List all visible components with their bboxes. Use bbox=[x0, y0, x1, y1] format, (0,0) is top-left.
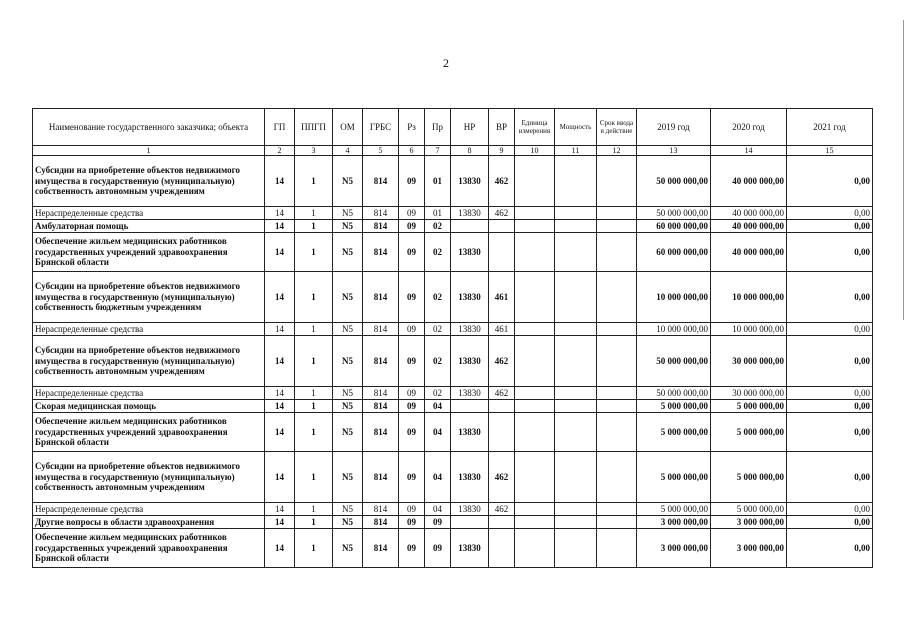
code-cell: 02 bbox=[425, 272, 451, 323]
column-number-cell: 11 bbox=[555, 146, 597, 156]
amount-cell: 0,00 bbox=[787, 516, 873, 529]
table-header-row bbox=[33, 109, 873, 146]
amount-cell: 40 000 000,00 bbox=[711, 207, 787, 220]
code-cell: 462 bbox=[489, 503, 515, 516]
code-cell: 814 bbox=[363, 156, 399, 207]
code-cell: 13830 bbox=[451, 207, 489, 220]
code-cell bbox=[597, 207, 637, 220]
object-name-cell: Обеспечение жильем медицинских работников государственных учреждений здравоохранения Брянской области bbox=[33, 413, 265, 452]
code-cell: 14 bbox=[265, 156, 295, 207]
table-row bbox=[33, 156, 873, 207]
code-cell: 1 bbox=[295, 387, 333, 400]
header-cell: Наименование государственного заказчика; объекта bbox=[33, 109, 265, 146]
table-row bbox=[33, 516, 873, 529]
code-cell: 1 bbox=[295, 233, 333, 272]
code-cell: 04 bbox=[425, 400, 451, 413]
code-cell bbox=[515, 233, 555, 272]
code-cell bbox=[515, 516, 555, 529]
code-cell: N5 bbox=[333, 413, 363, 452]
table-row bbox=[33, 233, 873, 272]
code-cell: 1 bbox=[295, 400, 333, 413]
header-cell: ГП bbox=[265, 109, 295, 146]
code-cell: 14 bbox=[265, 323, 295, 336]
code-cell: 13830 bbox=[451, 529, 489, 568]
code-cell: 1 bbox=[295, 529, 333, 568]
code-cell: 01 bbox=[425, 156, 451, 207]
code-cell: 09 bbox=[399, 156, 425, 207]
code-cell: N5 bbox=[333, 452, 363, 503]
code-cell: 02 bbox=[425, 387, 451, 400]
code-cell: 02 bbox=[425, 336, 451, 387]
code-cell bbox=[515, 220, 555, 233]
amount-cell: 5 000 000,00 bbox=[637, 400, 711, 413]
code-cell bbox=[597, 220, 637, 233]
code-cell bbox=[597, 233, 637, 272]
table-body bbox=[33, 156, 873, 568]
code-cell bbox=[555, 516, 597, 529]
amount-cell: 5 000 000,00 bbox=[637, 503, 711, 516]
code-cell: 814 bbox=[363, 387, 399, 400]
column-number-cell: 13 bbox=[637, 146, 711, 156]
code-cell: 09 bbox=[399, 516, 425, 529]
code-cell: 1 bbox=[295, 272, 333, 323]
code-cell bbox=[555, 503, 597, 516]
code-cell: 04 bbox=[425, 452, 451, 503]
code-cell: 814 bbox=[363, 452, 399, 503]
code-cell bbox=[597, 323, 637, 336]
code-cell bbox=[597, 516, 637, 529]
code-cell bbox=[555, 220, 597, 233]
code-cell bbox=[515, 336, 555, 387]
code-cell: 1 bbox=[295, 452, 333, 503]
code-cell: 814 bbox=[363, 207, 399, 220]
amount-cell: 10 000 000,00 bbox=[637, 272, 711, 323]
code-cell: 1 bbox=[295, 220, 333, 233]
code-cell bbox=[597, 272, 637, 323]
amount-cell: 30 000 000,00 bbox=[711, 336, 787, 387]
code-cell: 14 bbox=[265, 220, 295, 233]
code-cell bbox=[555, 387, 597, 400]
amount-cell: 5 000 000,00 bbox=[711, 413, 787, 452]
column-number-cell: 2 bbox=[265, 146, 295, 156]
code-cell: 814 bbox=[363, 272, 399, 323]
object-name-cell: Субсидии на приобретение объектов недвижимого имущества в государственную (муниципальную) собственность автономным учреждениям bbox=[33, 452, 265, 503]
code-cell: 814 bbox=[363, 516, 399, 529]
code-cell: 04 bbox=[425, 413, 451, 452]
amount-cell: 0,00 bbox=[787, 387, 873, 400]
column-number-cell: 12 bbox=[597, 146, 637, 156]
column-number-cell: 15 bbox=[787, 146, 873, 156]
amount-cell: 0,00 bbox=[787, 413, 873, 452]
column-number-row bbox=[33, 146, 873, 156]
table-row bbox=[33, 220, 873, 233]
code-cell: 814 bbox=[363, 233, 399, 272]
code-cell: 09 bbox=[399, 413, 425, 452]
code-cell: 814 bbox=[363, 413, 399, 452]
amount-cell: 50 000 000,00 bbox=[637, 336, 711, 387]
code-cell: N5 bbox=[333, 272, 363, 323]
header-cell: Мощность bbox=[555, 109, 597, 146]
column-number-cell: 6 bbox=[399, 146, 425, 156]
code-cell bbox=[451, 400, 489, 413]
header-cell: Единица измерения bbox=[515, 109, 555, 146]
code-cell: N5 bbox=[333, 503, 363, 516]
code-cell: 1 bbox=[295, 323, 333, 336]
object-name-cell: Субсидии на приобретение объектов недвижимого имущества в государственную (муниципальную) собственность бюджетным учреждениям bbox=[33, 272, 265, 323]
header-cell: 2021 год bbox=[787, 109, 873, 146]
code-cell: 1 bbox=[295, 503, 333, 516]
header-cell: ГРБС bbox=[363, 109, 399, 146]
code-cell: 461 bbox=[489, 323, 515, 336]
code-cell: 09 bbox=[425, 516, 451, 529]
amount-cell: 40 000 000,00 bbox=[711, 233, 787, 272]
amount-cell: 0,00 bbox=[787, 156, 873, 207]
code-cell: 13830 bbox=[451, 387, 489, 400]
code-cell: 04 bbox=[425, 503, 451, 516]
column-number-cell: 3 bbox=[295, 146, 333, 156]
table-row bbox=[33, 413, 873, 452]
code-cell: 13830 bbox=[451, 503, 489, 516]
amount-cell: 3 000 000,00 bbox=[711, 516, 787, 529]
code-cell: 462 bbox=[489, 207, 515, 220]
amount-cell: 5 000 000,00 bbox=[711, 503, 787, 516]
code-cell: 13830 bbox=[451, 323, 489, 336]
table-row bbox=[33, 272, 873, 323]
code-cell bbox=[515, 207, 555, 220]
code-cell bbox=[555, 233, 597, 272]
code-cell bbox=[555, 452, 597, 503]
code-cell bbox=[489, 233, 515, 272]
code-cell bbox=[515, 272, 555, 323]
table-row bbox=[33, 400, 873, 413]
code-cell bbox=[451, 516, 489, 529]
table-row bbox=[33, 336, 873, 387]
amount-cell: 60 000 000,00 bbox=[637, 220, 711, 233]
amount-cell: 3 000 000,00 bbox=[637, 529, 711, 568]
code-cell bbox=[555, 207, 597, 220]
amount-cell: 30 000 000,00 bbox=[711, 387, 787, 400]
code-cell: 13830 bbox=[451, 156, 489, 207]
code-cell bbox=[597, 529, 637, 568]
object-name-cell: Нераспределенные средства bbox=[33, 323, 265, 336]
code-cell bbox=[597, 503, 637, 516]
amount-cell: 0,00 bbox=[787, 220, 873, 233]
code-cell: 14 bbox=[265, 207, 295, 220]
code-cell: 09 bbox=[399, 220, 425, 233]
code-cell: 09 bbox=[399, 452, 425, 503]
code-cell: 09 bbox=[399, 207, 425, 220]
amount-cell: 10 000 000,00 bbox=[711, 272, 787, 323]
code-cell: 462 bbox=[489, 336, 515, 387]
object-name-cell: Нераспределенные средства bbox=[33, 207, 265, 220]
code-cell bbox=[515, 529, 555, 568]
page-number: 2 bbox=[443, 56, 449, 70]
column-number-cell: 1 bbox=[33, 146, 265, 156]
code-cell: 13830 bbox=[451, 336, 489, 387]
code-cell: 14 bbox=[265, 529, 295, 568]
header-cell: ВР bbox=[489, 109, 515, 146]
table-row bbox=[33, 207, 873, 220]
budget-table bbox=[32, 108, 873, 568]
amount-cell: 0,00 bbox=[787, 400, 873, 413]
object-name-cell: Амбулаторная помощь bbox=[33, 220, 265, 233]
code-cell: 814 bbox=[363, 323, 399, 336]
object-name-cell: Обеспечение жильем медицинских работников государственных учреждений здравоохранения Брянской области bbox=[33, 233, 265, 272]
amount-cell: 0,00 bbox=[787, 272, 873, 323]
code-cell bbox=[515, 503, 555, 516]
code-cell: 13830 bbox=[451, 452, 489, 503]
code-cell: 13830 bbox=[451, 233, 489, 272]
code-cell: 1 bbox=[295, 413, 333, 452]
column-number-cell: 9 bbox=[489, 146, 515, 156]
code-cell: N5 bbox=[333, 387, 363, 400]
table-row bbox=[33, 452, 873, 503]
amount-cell: 0,00 bbox=[787, 233, 873, 272]
code-cell: 09 bbox=[399, 529, 425, 568]
code-cell bbox=[489, 413, 515, 452]
code-cell: 02 bbox=[425, 233, 451, 272]
code-cell: 14 bbox=[265, 336, 295, 387]
code-cell: 814 bbox=[363, 220, 399, 233]
code-cell: 462 bbox=[489, 452, 515, 503]
amount-cell: 5 000 000,00 bbox=[711, 400, 787, 413]
object-name-cell: Субсидии на приобретение объектов недвижимого имущества в государственную (муниципальную) собственность автономным учреждениям bbox=[33, 336, 265, 387]
code-cell: 14 bbox=[265, 503, 295, 516]
page-edge-line bbox=[903, 20, 904, 320]
code-cell bbox=[555, 156, 597, 207]
code-cell: 1 bbox=[295, 207, 333, 220]
object-name-cell: Субсидии на приобретение объектов недвижимого имущества в государственную (муниципальную) собственность автономным учреждениям bbox=[33, 156, 265, 207]
code-cell: N5 bbox=[333, 336, 363, 387]
column-number-cell: 7 bbox=[425, 146, 451, 156]
code-cell: 14 bbox=[265, 233, 295, 272]
column-number-cell: 4 bbox=[333, 146, 363, 156]
amount-cell: 10 000 000,00 bbox=[711, 323, 787, 336]
code-cell bbox=[597, 452, 637, 503]
amount-cell: 0,00 bbox=[787, 503, 873, 516]
amount-cell: 0,00 bbox=[787, 529, 873, 568]
object-name-cell: Нераспределенные средства bbox=[33, 387, 265, 400]
code-cell bbox=[597, 156, 637, 207]
code-cell: N5 bbox=[333, 220, 363, 233]
code-cell: N5 bbox=[333, 400, 363, 413]
amount-cell: 3 000 000,00 bbox=[637, 516, 711, 529]
code-cell bbox=[555, 529, 597, 568]
code-cell bbox=[515, 400, 555, 413]
code-cell: 01 bbox=[425, 207, 451, 220]
code-cell bbox=[555, 336, 597, 387]
code-cell bbox=[515, 413, 555, 452]
code-cell bbox=[555, 413, 597, 452]
code-cell: 02 bbox=[425, 220, 451, 233]
amount-cell: 0,00 bbox=[787, 323, 873, 336]
code-cell: 14 bbox=[265, 452, 295, 503]
header-cell: ППГП bbox=[295, 109, 333, 146]
amount-cell: 0,00 bbox=[787, 336, 873, 387]
code-cell: N5 bbox=[333, 529, 363, 568]
code-cell bbox=[597, 387, 637, 400]
header-cell: 2020 год bbox=[711, 109, 787, 146]
amount-cell: 0,00 bbox=[787, 452, 873, 503]
header-cell: НР bbox=[451, 109, 489, 146]
code-cell: N5 bbox=[333, 233, 363, 272]
column-number-cell: 14 bbox=[711, 146, 787, 156]
header-cell: ОМ bbox=[333, 109, 363, 146]
amount-cell: 40 000 000,00 bbox=[711, 156, 787, 207]
table-row bbox=[33, 529, 873, 568]
code-cell: N5 bbox=[333, 516, 363, 529]
code-cell bbox=[489, 516, 515, 529]
code-cell: 462 bbox=[489, 387, 515, 400]
code-cell: 1 bbox=[295, 336, 333, 387]
code-cell: 09 bbox=[399, 400, 425, 413]
code-cell: N5 bbox=[333, 156, 363, 207]
object-name-cell: Нераспределенные средства bbox=[33, 503, 265, 516]
code-cell: 09 bbox=[425, 529, 451, 568]
code-cell: 14 bbox=[265, 413, 295, 452]
code-cell bbox=[451, 220, 489, 233]
code-cell: 09 bbox=[399, 323, 425, 336]
code-cell: 13830 bbox=[451, 413, 489, 452]
code-cell: 14 bbox=[265, 516, 295, 529]
table-row bbox=[33, 387, 873, 400]
code-cell: 09 bbox=[399, 503, 425, 516]
code-cell bbox=[515, 452, 555, 503]
code-cell: 13830 bbox=[451, 272, 489, 323]
code-cell: 09 bbox=[399, 233, 425, 272]
amount-cell: 50 000 000,00 bbox=[637, 156, 711, 207]
code-cell: 814 bbox=[363, 400, 399, 413]
code-cell: N5 bbox=[333, 207, 363, 220]
code-cell: 09 bbox=[399, 387, 425, 400]
code-cell bbox=[515, 156, 555, 207]
code-cell: 1 bbox=[295, 516, 333, 529]
code-cell bbox=[515, 323, 555, 336]
amount-cell: 5 000 000,00 bbox=[637, 413, 711, 452]
column-number-cell: 5 bbox=[363, 146, 399, 156]
object-name-cell: Обеспечение жильем медицинских работников государственных учреждений здравоохранения Брянской области bbox=[33, 529, 265, 568]
code-cell: 461 bbox=[489, 272, 515, 323]
amount-cell: 5 000 000,00 bbox=[637, 452, 711, 503]
header-cell: 2019 год bbox=[637, 109, 711, 146]
code-cell bbox=[555, 400, 597, 413]
amount-cell: 10 000 000,00 bbox=[637, 323, 711, 336]
code-cell: N5 bbox=[333, 323, 363, 336]
header-cell: Рз bbox=[399, 109, 425, 146]
code-cell: 462 bbox=[489, 156, 515, 207]
amount-cell: 50 000 000,00 bbox=[637, 207, 711, 220]
code-cell: 02 bbox=[425, 323, 451, 336]
column-number-cell: 10 bbox=[515, 146, 555, 156]
code-cell: 814 bbox=[363, 503, 399, 516]
object-name-cell: Скорая медицинская помощь bbox=[33, 400, 265, 413]
code-cell bbox=[597, 400, 637, 413]
code-cell bbox=[489, 529, 515, 568]
amount-cell: 5 000 000,00 bbox=[711, 452, 787, 503]
code-cell: 14 bbox=[265, 400, 295, 413]
table-row bbox=[33, 323, 873, 336]
code-cell bbox=[555, 323, 597, 336]
code-cell bbox=[555, 272, 597, 323]
amount-cell: 0,00 bbox=[787, 207, 873, 220]
amount-cell: 40 000 000,00 bbox=[711, 220, 787, 233]
code-cell: 1 bbox=[295, 156, 333, 207]
code-cell bbox=[515, 387, 555, 400]
code-cell: 09 bbox=[399, 336, 425, 387]
amount-cell: 50 000 000,00 bbox=[637, 387, 711, 400]
code-cell: 14 bbox=[265, 387, 295, 400]
header-cell: Срок ввода в действие bbox=[597, 109, 637, 146]
code-cell: 09 bbox=[399, 272, 425, 323]
code-cell: 814 bbox=[363, 529, 399, 568]
code-cell: 814 bbox=[363, 336, 399, 387]
column-number-cell: 8 bbox=[451, 146, 489, 156]
amount-cell: 3 000 000,00 bbox=[711, 529, 787, 568]
table-row bbox=[33, 503, 873, 516]
code-cell bbox=[489, 220, 515, 233]
code-cell bbox=[597, 413, 637, 452]
code-cell bbox=[489, 400, 515, 413]
header-cell: Пр bbox=[425, 109, 451, 146]
code-cell: 14 bbox=[265, 272, 295, 323]
amount-cell: 60 000 000,00 bbox=[637, 233, 711, 272]
code-cell bbox=[597, 336, 637, 387]
object-name-cell: Другие вопросы в области здравоохранения bbox=[33, 516, 265, 529]
